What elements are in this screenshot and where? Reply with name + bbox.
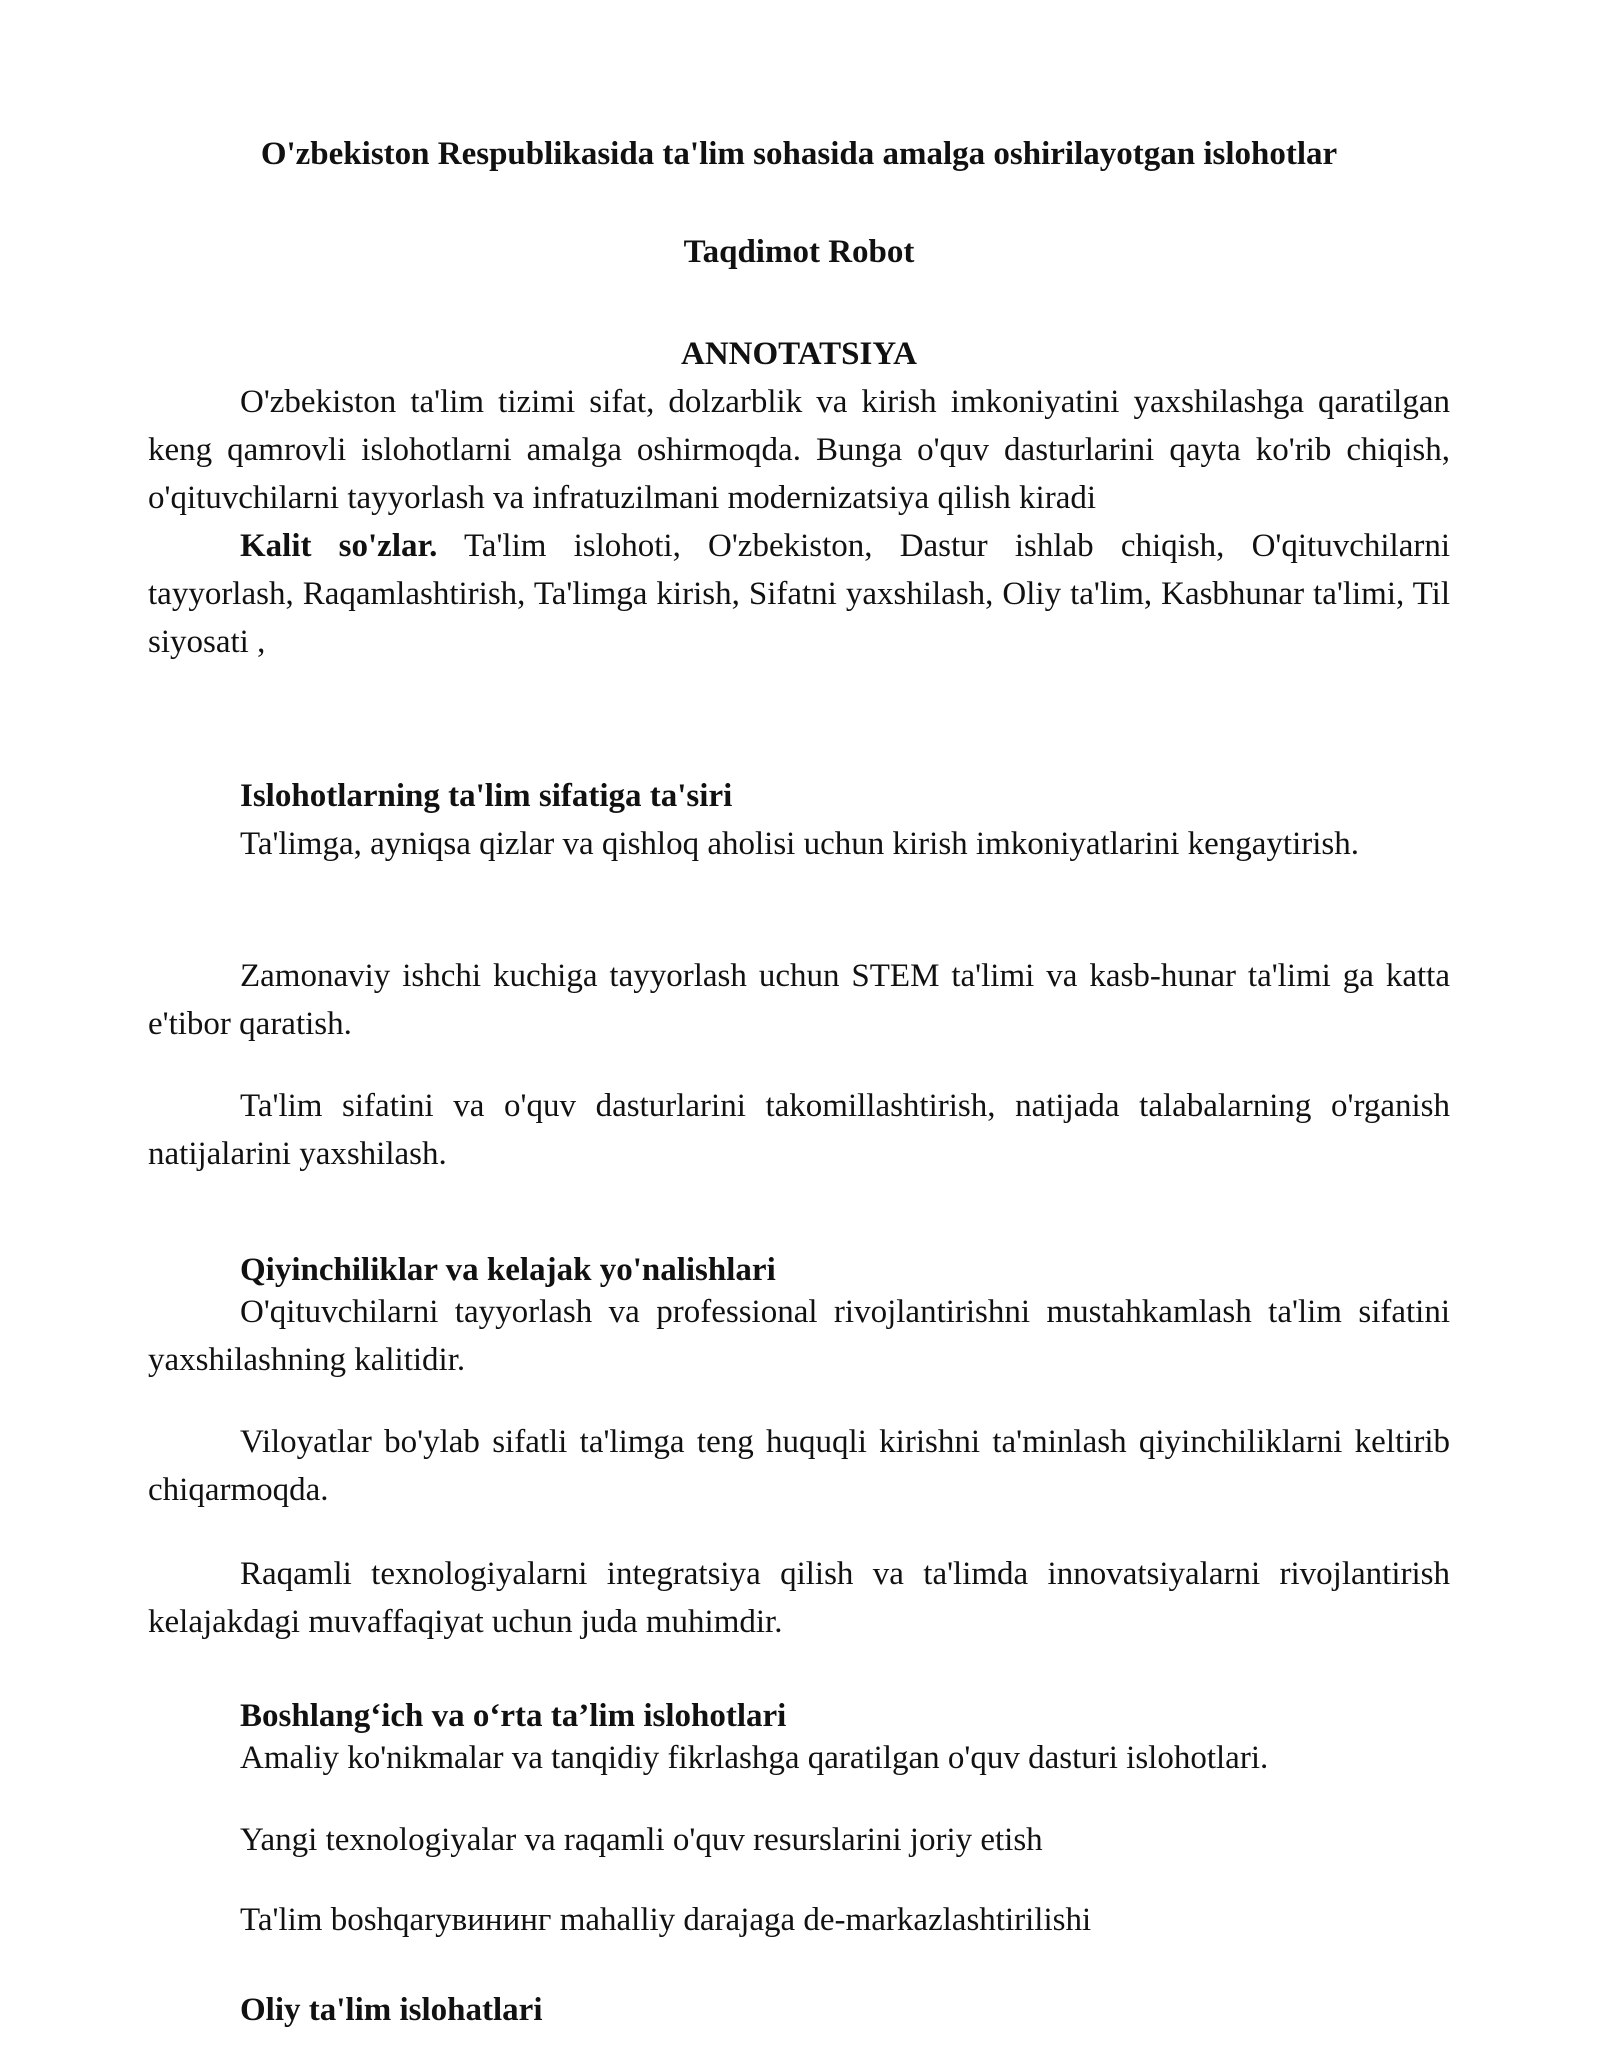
document-page: [148, 0, 1450, 2070]
section1-paragraph-3: Ta'lim sifatini va o'quv dasturlarini takomillashtirish, natijada talabalarning o'rganish natijalarini yaxshilash.: [148, 1088, 1450, 1172]
annotation-paragraph: O'zbekiston ta'lim tizimi sifat, dolzarblik va kirish imkoniyatini yaxshilashga qaratilgan keng qamrovli islohotlarni amalga oshirmoqda. Bunga o'quv dasturlarini qayta ko'rib chiqish, o'qituvchilarni tayyorlash va infratuzilmani modernizatsiya qilish kiradi: [148, 384, 1450, 516]
document-title: O'zbekiston Respublikasida ta'lim sohasida amalga oshirilayotgan islohotlar: [260, 136, 1338, 172]
section3-line-3: Ta'lim boshqarувининг mahalliy darajaga de-markazlashtirilishi: [240, 1902, 1092, 1938]
section-heading-primary-secondary: Boshlang‘ich va o‘rta ta’lim islohotlari: [240, 1698, 787, 1734]
section3-line-1: Amaliy ko'nikmalar va tanqidiy fikrlashga qaratilgan o'quv dasturi islohotlari.: [240, 1740, 1269, 1776]
section3-line-2: Yangi texnologiyalar va raqamli o'quv resurslarini joriy etish: [240, 1822, 1043, 1858]
section1-paragraph-2: Zamonaviy ishchi kuchiga tayyorlash uchun STEM ta'limi va kasb-hunar ta'limi ga katta e'tibor qaratish.: [148, 958, 1450, 1042]
section-heading-higher-education: Oliy ta'lim islohatlari: [240, 1992, 543, 2028]
annotation-heading: ANNOTATSIYA: [681, 336, 917, 372]
keywords-paragraph: [148, 522, 1450, 666]
keywords-label: Kalit so'zlar.: [240, 528, 438, 564]
section-heading-quality-impact: Islohotlarning ta'lim sifatiga ta'siri: [240, 778, 733, 814]
section-heading-challenges: Qiyinchiliklar va kelajak yo'nalishlari: [240, 1252, 776, 1288]
keywords-text: Ta'lim islohoti, O'zbekiston, Dastur ishlab chiqish, O'qituvchilarni tayyorlash, Raqamlashtirish, Ta'limga kirish, Sifatni yaxshilash, Oliy ta'lim, Kasbhunar ta'limi, Til siyosati ,: [148, 528, 1450, 660]
section2-paragraph-2: Viloyatlar bo'ylab sifatli ta'limga teng huquqli kirishni ta'minlash qiyinchiliklarni keltirib chiqarmoqda.: [148, 1424, 1450, 1508]
author-name: Taqdimot Robot: [683, 234, 915, 270]
section2-paragraph-3: Raqamli texnologiyalarni integratsiya qilish va ta'limda innovatsiyalarni rivojlantirish kelajakdagi muvaffaqiyat uchun juda muhimdir.: [148, 1556, 1450, 1640]
section1-paragraph-1: Ta'limga, ayniqsa qizlar va qishloq aholisi uchun kirish imkoniyatlarini kengaytirish.: [240, 826, 1360, 862]
section2-paragraph-1: O'qituvchilarni tayyorlash va professional rivojlantirishni mustahkamlash ta'lim sifatini yaxshilashning kalitidir.: [148, 1294, 1450, 1378]
